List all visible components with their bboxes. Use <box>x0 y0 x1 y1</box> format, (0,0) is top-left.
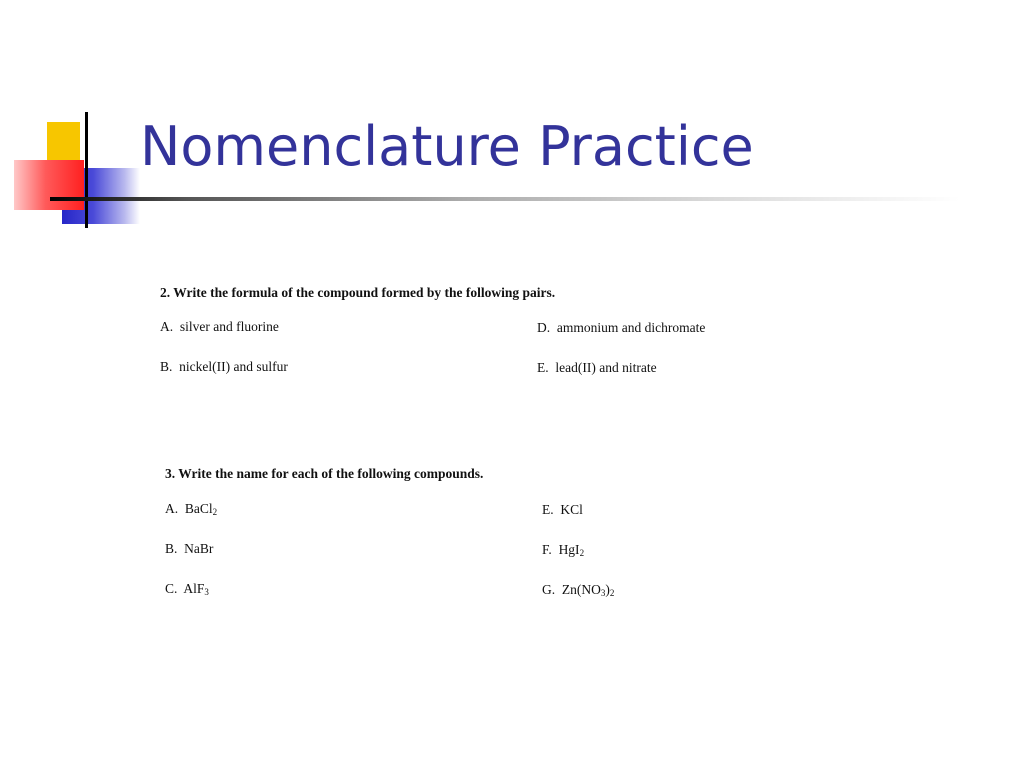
item-text: ammonium and dichromate <box>556 320 706 335</box>
item-text: nickel(II) and sulfur <box>179 359 288 374</box>
logo-vertical-line <box>85 112 88 228</box>
item-text: silver and fluorine <box>179 319 279 334</box>
item-text: Zn(NO <box>561 582 601 597</box>
item-letter: A. <box>165 501 179 516</box>
slide-title: Nomenclature Practice <box>140 115 754 178</box>
question-2-item-d <box>537 320 705 336</box>
title-underline <box>50 197 960 201</box>
question-3-item-f <box>542 542 584 558</box>
question-2-prompt: 2. Write the formula of the compound formed by the following pairs. <box>160 285 556 300</box>
item-letter: A. <box>160 319 174 334</box>
item-subscript: 3 <box>204 587 209 597</box>
item-letter: C. <box>165 581 178 596</box>
item-letter: B. <box>165 541 178 556</box>
question-3-item-b <box>165 541 213 557</box>
question-3-prompt: 3. Write the name for each of the following compounds. <box>165 466 484 481</box>
question-3-item-e <box>542 502 583 518</box>
item-text-tail: ) <box>605 582 610 597</box>
question-2-item-b <box>160 359 288 375</box>
question-2-item-a <box>160 319 279 335</box>
item-letter: E. <box>542 502 554 517</box>
item-text: HgI <box>558 542 580 557</box>
item-subscript: 2 <box>212 507 218 517</box>
item-letter: D. <box>537 320 551 335</box>
item-text: KCl <box>560 502 583 517</box>
item-letter: G. <box>542 582 556 597</box>
item-text: AlF <box>183 581 205 596</box>
question-3-item-g <box>542 582 614 598</box>
item-text: BaCl <box>184 501 213 516</box>
question-3-item-a <box>165 501 217 517</box>
question-3-item-c <box>165 581 209 597</box>
item-letter: B. <box>160 359 173 374</box>
question-2-item-e <box>537 360 657 376</box>
item-subscript: 2 <box>609 588 615 598</box>
item-letter: F. <box>542 542 552 557</box>
item-subscript: 3 <box>600 588 606 598</box>
item-text: lead(II) and nitrate <box>555 360 657 375</box>
item-subscript: 2 <box>579 548 585 558</box>
item-text: NaBr <box>184 541 214 556</box>
item-letter: E. <box>537 360 549 375</box>
logo-red-square <box>14 160 84 210</box>
